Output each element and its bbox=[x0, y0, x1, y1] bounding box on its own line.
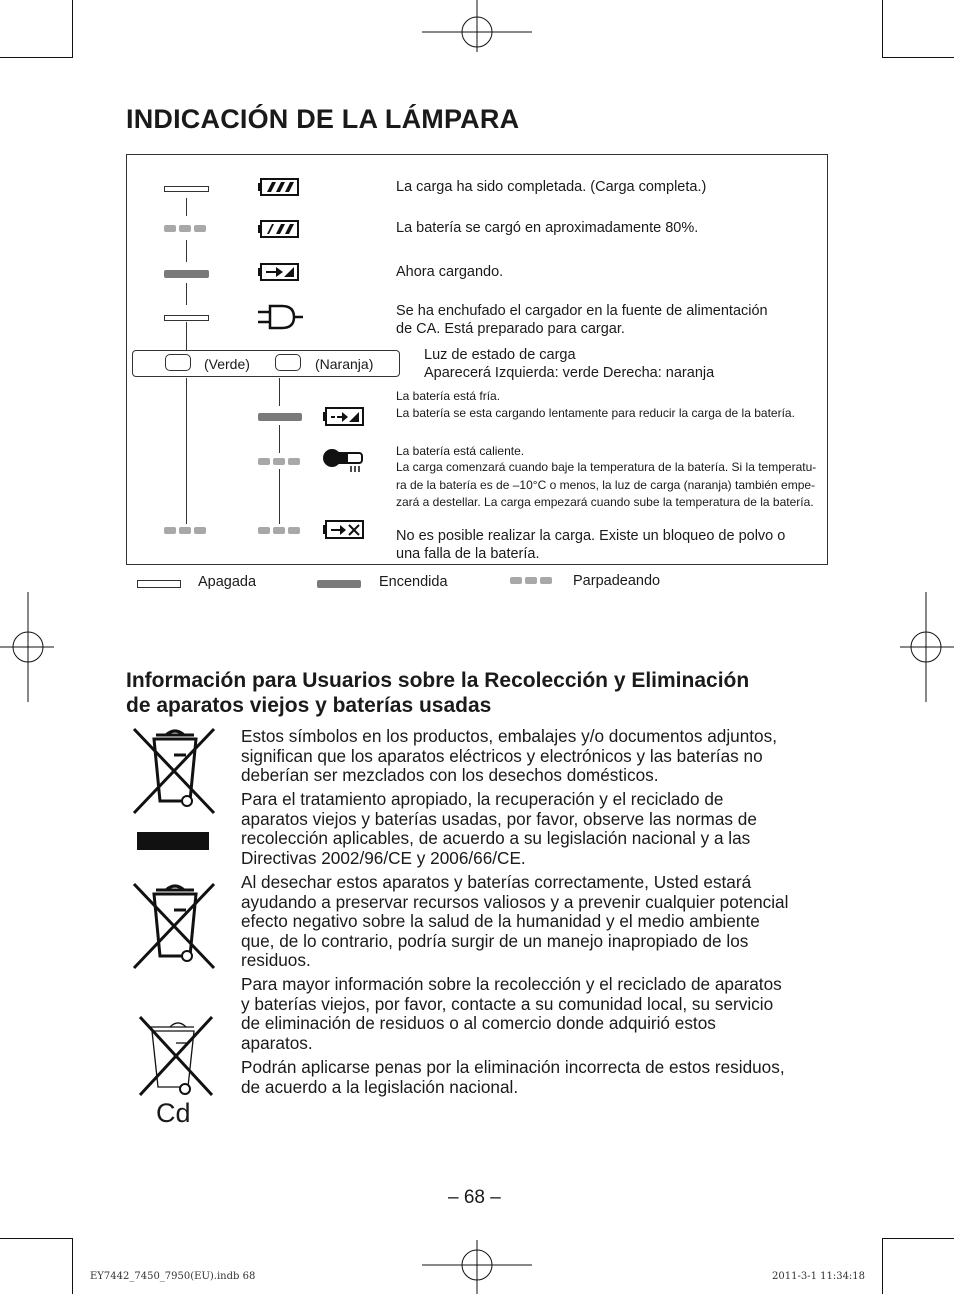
hot-line2: La carga comenzará cuando baje la temperatura de la batería. Si la temperatu- bbox=[396, 460, 817, 474]
status-legend-line2: Aparecerá Izquierda: verde Derecha: naranja bbox=[424, 365, 715, 381]
text-line: que, de lo contrario, podría surgir de un manejo inapropiado de los bbox=[241, 930, 749, 951]
text-line: de eliminación de residuos o al comercio donde adquirió estos bbox=[241, 1013, 716, 1034]
lamp-off-indicator bbox=[164, 186, 209, 192]
row-charging-text: Ahora cargando. bbox=[396, 264, 504, 280]
hot-line3: ra de la batería es de –10°C o menos, la luz de carga (naranja) también empe- bbox=[396, 478, 816, 492]
paragraph-5 bbox=[241, 1058, 836, 1097]
connector-line bbox=[186, 378, 187, 524]
hot-line4: zará a destellar. La carga empezará cuando sube la temperatura de la batería. bbox=[396, 495, 814, 509]
crossed-bin-icon bbox=[130, 725, 216, 817]
crossed-bin-icon bbox=[130, 880, 216, 972]
battery-bin-icon bbox=[136, 1013, 216, 1099]
text-line: recolección aplicables, de acuerdo a su legislación nacional y a las bbox=[241, 828, 751, 849]
connector-line bbox=[186, 240, 187, 262]
connector-line bbox=[279, 425, 280, 453]
text-line: Para el tratamiento apropiado, la recuperación y el reciclado de bbox=[241, 789, 724, 809]
text-line: residuos. bbox=[241, 950, 311, 971]
black-bar-symbol bbox=[137, 832, 209, 850]
battery-cold-icon bbox=[323, 406, 367, 428]
lamp-on-indicator bbox=[258, 413, 302, 421]
lamp-off-indicator bbox=[164, 315, 209, 321]
plug-icon bbox=[258, 303, 304, 331]
text-line: deberían ser mezclados con los desechos domésticos. bbox=[241, 765, 659, 786]
text-line: significan que los aparatos eléctricos y electrónicos y las baterías no bbox=[241, 745, 763, 766]
orange-label: (Naranja) bbox=[315, 356, 374, 372]
cd-label: Cd bbox=[156, 1098, 191, 1128]
legend-on-symbol bbox=[317, 580, 361, 588]
legend-off-symbol bbox=[137, 580, 181, 588]
legend-off-label: Apagada bbox=[198, 574, 257, 590]
text-line: Estos símbolos en los productos, embalajes y/o documentos adjuntos, bbox=[241, 726, 777, 746]
legend-blink-label: Parpadeando bbox=[573, 573, 661, 589]
thermometer-hot-icon bbox=[322, 446, 368, 474]
row-full-text: La carga ha sido completada. (Carga completa.) bbox=[396, 179, 707, 195]
green-label: (Verde) bbox=[204, 356, 250, 372]
orange-lamp-symbol bbox=[275, 354, 301, 371]
text-line: ayudando a preservar recursos valiosos y a prevenir cualquier potencial bbox=[241, 891, 789, 912]
section-heading-line1: Información para Usuarios sobre la Recolección y Eliminación bbox=[126, 669, 750, 692]
battery-charging-icon bbox=[258, 262, 302, 282]
error-line2: una falla de la batería. bbox=[396, 546, 540, 562]
footer-file-info: EY7442_7450_7950(EU).indb 68 bbox=[90, 1271, 256, 1282]
page-number: – 68 – bbox=[448, 1187, 501, 1208]
text-line: de acuerdo a la legislación nacional. bbox=[241, 1076, 519, 1097]
section-heading-line2: de aparatos viejos y baterías usadas bbox=[126, 694, 492, 717]
text-line: efecto negativo sobre la salud de la humanidad y el medio ambiente bbox=[241, 911, 760, 932]
footer-timestamp: 2011-3-1 11:34:18 bbox=[772, 1271, 866, 1282]
text-line: y baterías viejos, por favor, contacte a su comunidad local, su servicio bbox=[241, 993, 774, 1014]
paragraph-3 bbox=[241, 873, 836, 971]
lamp-on-indicator bbox=[164, 270, 209, 278]
paragraph-4 bbox=[241, 975, 836, 1053]
text-line: aparatos. bbox=[241, 1032, 313, 1053]
lamp-blink-indicator bbox=[258, 527, 300, 534]
connector-line bbox=[186, 198, 187, 216]
legend-on-label: Encendida bbox=[379, 574, 448, 590]
text-line: Al desechar estos aparatos y baterías correctamente, Usted estará bbox=[241, 872, 752, 892]
cold-line2: La batería se esta cargando lentamente para reducir la carga de la batería. bbox=[396, 406, 795, 420]
lamp-blink-indicator bbox=[164, 225, 206, 232]
text-line: aparatos viejos y baterías usadas, por favor, observe las normas de bbox=[241, 808, 757, 829]
battery-error-icon bbox=[323, 519, 367, 541]
text-line: Para mayor información sobre la recolección y el reciclado de aparatos bbox=[241, 974, 782, 994]
connector-line bbox=[279, 378, 280, 406]
page-title: INDICACIÓN DE LA LÁMPARA bbox=[126, 104, 520, 134]
lamp-blink-indicator bbox=[164, 527, 206, 534]
lamp-blink-indicator bbox=[258, 458, 300, 465]
text-line: Podrán aplicarse penas por la eliminación incorrecta de estos residuos, bbox=[241, 1057, 785, 1077]
battery-80-icon bbox=[258, 219, 302, 239]
cold-line1: La batería está fría. bbox=[396, 389, 501, 403]
green-lamp-symbol bbox=[165, 354, 191, 371]
row-ready-line1: Se ha enchufado el cargador en la fuente de alimentación bbox=[396, 303, 768, 319]
status-legend-line1: Luz de estado de carga bbox=[424, 347, 576, 363]
paragraph-1 bbox=[241, 727, 836, 786]
connector-line bbox=[279, 469, 280, 524]
connector-line bbox=[186, 322, 187, 350]
text-line: Directivas 2002/96/CE y 2006/66/CE. bbox=[241, 847, 526, 868]
row-ready-line2: de CA. Está preparado para cargar. bbox=[396, 321, 625, 337]
row-80-text: La batería se cargó en aproximadamente 80%. bbox=[396, 220, 699, 236]
hot-line1: La batería está caliente. bbox=[396, 444, 525, 458]
connector-line bbox=[186, 283, 187, 305]
section-heading bbox=[126, 668, 846, 718]
battery-full-icon bbox=[258, 177, 302, 197]
legend-blink-symbol bbox=[510, 577, 552, 584]
paragraph-2 bbox=[241, 790, 836, 868]
error-line1: No es posible realizar la carga. Existe un bloqueo de polvo o bbox=[396, 528, 786, 544]
